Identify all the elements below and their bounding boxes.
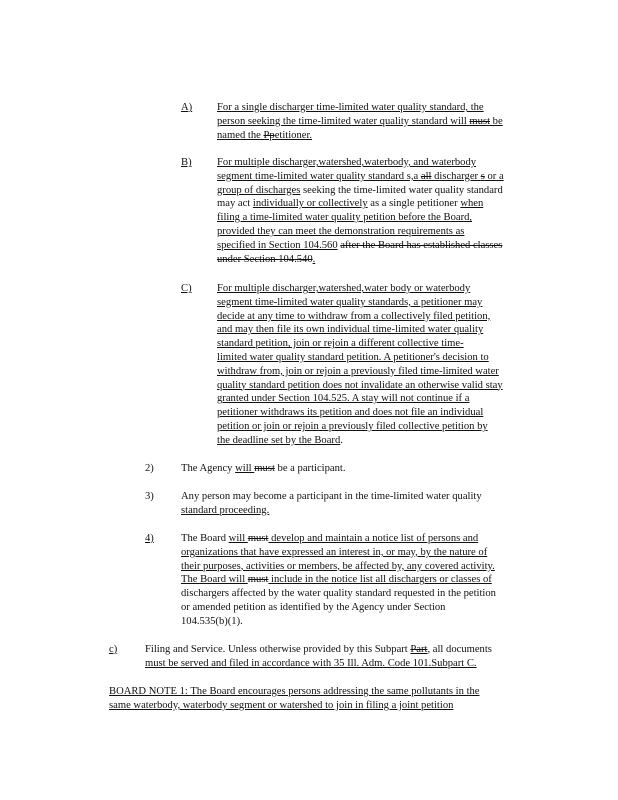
inserted-text: petitioner withdraws its petition and does not file an individual [217,407,484,419]
deleted-text: under Section 104.540 [217,253,313,265]
inserted-text: provided they can meet the demonstration requirements as [217,225,465,237]
text-line [217,420,543,434]
text-line [217,296,543,310]
text-line [181,462,543,476]
inserted-text: segment time-limited water quality standard s,a [217,170,421,182]
inserted-text: must be served and filed in accordance with 35 Ill. Adm. Code 101.Subpart C. [145,657,477,669]
text-line [217,282,543,296]
inserted-text: organizations that have expressed an interest in, or may, by the nature of [181,546,488,558]
item-label: 4) [145,533,154,544]
text-line [217,129,543,143]
inserted-text: standard petition, join or rejoin a different collective time- [217,338,464,350]
inserted-text: same waterbody, waterbody segment or watershed to join in filing a joint petition [109,699,454,711]
inserted-text: For multiple discharger,watershed,water body or waterbody [217,283,471,294]
text-run: The Board [181,533,229,544]
text-line [217,253,543,267]
text-line [217,156,543,170]
deleted-text: must [469,115,491,127]
inserted-text: when [460,198,484,210]
deleted-text: Pp [263,129,275,141]
inserted-text: decide at any time to withdraw from a collectively filed petition, [217,310,491,322]
inserted-text: and may then file its own individual time-limited water quality [217,324,484,336]
text-run: Any person may become a participant in the time-limited water quality [181,491,482,502]
text-line [181,601,543,615]
text-line [145,643,527,657]
text-run: may act [217,198,253,210]
inserted-text: specified in Section 104.560 [217,239,338,251]
text-line [181,615,543,629]
item-label: B) [181,157,192,168]
inserted-text: For multiple discharger,watershed,waterbody, and waterbody [217,157,477,168]
text-line [109,685,527,699]
deleted-text: all [420,170,432,182]
deleted-text: s [480,170,485,182]
inserted-text: will [228,533,248,544]
item-text [181,462,543,476]
text-run: or amended petition as identified by the Agency under Section [181,601,446,613]
inserted-text: develop and maintain a notice list of persons and [268,533,479,544]
inserted-text: For a single discharger time-limited water quality standard, the [217,102,484,113]
inserted-text: discharger [431,170,481,182]
text-line [217,351,543,365]
text-run: . [340,434,343,446]
text-line [217,392,543,406]
text-run: be a participant. [274,463,346,474]
text-run: dischargers affected by the water quality standard requested in the petition [181,588,496,600]
item-label: 3) [145,491,154,502]
item-text [145,643,527,671]
text-run: 104.535(b)(1). [181,615,243,627]
inserted-text: petition or join or rejoin a previously filed collective petition by [217,420,488,432]
text-line [217,310,543,324]
inserted-text: etitioner. [274,129,313,141]
text-line [217,184,543,198]
item-label: c) [109,644,118,655]
inserted-text: standard proceeding. [181,504,270,516]
text-line [109,699,527,713]
deleted-text: must [254,463,275,474]
board-note-text [109,685,527,713]
inserted-text: filing a time-limited water quality petition before the Board, [217,212,473,224]
text-line [217,115,543,129]
inserted-text: be [490,115,503,127]
inserted-text: or a [484,170,504,182]
text-line [181,504,543,518]
text-line [217,211,543,225]
deleted-text: Part [410,644,428,655]
text-line [217,239,543,253]
inserted-text: group of discharges [217,184,301,196]
text-line [181,490,543,504]
inserted-text: will [235,463,255,474]
text-line [217,170,543,184]
inserted-text: granted under Section 104.525. A stay will not continue if a [217,393,470,405]
text-line [181,573,543,587]
text-run: The Agency [181,463,236,474]
inserted-text: named the [217,129,264,141]
text-line [217,365,543,379]
item-text [217,282,543,448]
text-run: seeking the time-limited water quality standard [300,184,503,196]
text-line [217,434,543,448]
inserted-text: their purposes, activities or members, be affected by, any covered activity. [181,560,495,572]
inserted-text: The Board will [181,574,248,586]
inserted-text: limited water quality standard petition. A petitioner's decision to [217,351,489,363]
text-line [217,337,543,351]
inserted-text: BOARD NOTE 1: The Board encourages persons addressing the same pollutants in the [109,686,480,697]
inserted-text: person seeking the time-limited water quality standard will [217,115,470,127]
text-line [181,587,543,601]
item-text [181,532,543,629]
text-line [181,560,543,574]
text-run: Filing and Service. Unless otherwise provided by this Subpart [145,644,411,655]
text-line [181,532,543,546]
deleted-text: must [247,533,269,544]
inserted-text: individually or collectively [252,198,368,210]
deleted-text: after the Board has established classes [340,239,503,251]
inserted-text: segment time-limited water quality standards, a petitioner may [217,296,483,308]
item-label: 2) [145,463,154,474]
text-line [217,197,543,211]
item-text [217,156,543,266]
item-text [217,101,543,142]
text-run: , all documents [427,644,492,655]
text-line [217,225,543,239]
inserted-text: include in the notice list all dischargers or classes of [268,574,492,586]
text-line [217,101,543,115]
text-line [217,379,543,393]
item-text [181,490,543,518]
inserted-text: withdraw from, join or rejoin a previously filed time-limited water [217,365,499,377]
text-line [181,546,543,560]
inserted-text: . [312,253,316,265]
item-label: A) [181,102,193,113]
text-line [217,323,543,337]
item-label: C) [181,283,192,294]
inserted-text: the deadline set by the Board [217,434,341,446]
text-line [145,657,527,671]
text-run: as a single petitioner [367,198,461,210]
text-line [217,406,543,420]
inserted-text: quality standard petition does not invalidate an otherwise valid stay [217,379,503,391]
deleted-text: must [247,574,269,586]
